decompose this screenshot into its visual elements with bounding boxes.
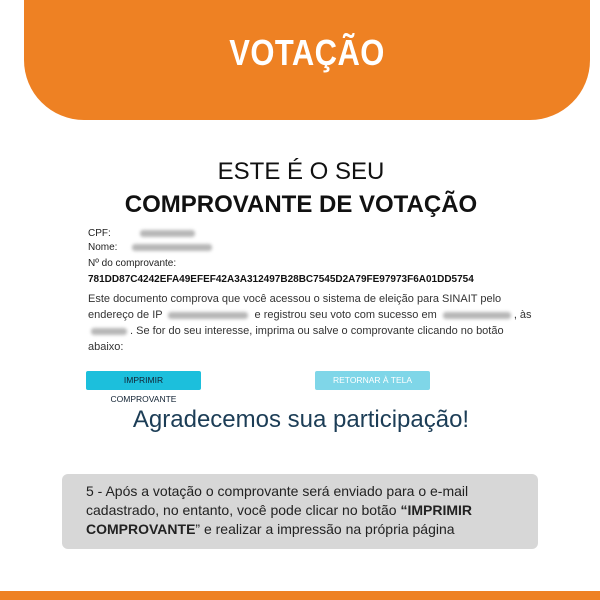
thanks-message: Agradecemos sua participação! — [132, 406, 470, 433]
ip-redacted — [168, 312, 248, 319]
paragraph-part-3: , às — [513, 309, 532, 321]
instruction-text-before: 5 - Após a votação o comprovante será enviado para o e-mail cadastrado, no entanto, você pode clicar no botão — [86, 483, 469, 518]
instruction-text-after: ” e realizar a impressão na própria página — [195, 521, 455, 537]
nome-redacted — [132, 244, 212, 251]
receipt-title-line2: COMPROVANTE DE VOTAÇÃO — [124, 191, 478, 218]
page-title: VOTAÇÃO — [229, 32, 385, 73]
instruction-text-bold: “IMPRIMIR COMPROVANTE — [86, 502, 473, 537]
nome-label: Nome: — [88, 242, 118, 253]
header-banner — [24, 0, 590, 120]
instruction-text — [86, 482, 526, 539]
print-receipt-button[interactable]: IMPRIMIR COMPROVANTE — [86, 371, 201, 390]
nome-row — [88, 242, 212, 253]
paragraph-part-4: . Se for do seu interesse, imprima ou salve o comprovante clicando no botão abaixo: — [88, 325, 504, 353]
receipt-paragraph — [88, 291, 533, 355]
time-redacted — [91, 328, 127, 335]
paragraph-part-1: Este documento comprova que você acessou o sistema de eleição para SINAIT pelo endereço de IP — [88, 293, 502, 321]
cpf-redacted — [140, 230, 195, 237]
cpf-row — [88, 228, 195, 239]
receipt-title-line1: ESTE É O SEU — [217, 158, 385, 185]
comprovante-hash: 781DD87C4242EFA49EFEF42A3A312497B28BC7545D2A79FE97973F6A01DD5754 — [88, 274, 474, 285]
comprovante-label: Nº do comprovante: — [88, 258, 177, 269]
date-redacted — [443, 312, 511, 319]
cpf-label: CPF: — [88, 228, 111, 239]
receipt-card — [71, 120, 531, 470]
paragraph-part-2: e registrou seu voto com sucesso em — [254, 309, 437, 321]
instruction-note — [62, 474, 538, 549]
footer-bar — [0, 591, 600, 600]
return-home-button[interactable]: RETORNAR À TELA INICIAL — [315, 371, 430, 390]
